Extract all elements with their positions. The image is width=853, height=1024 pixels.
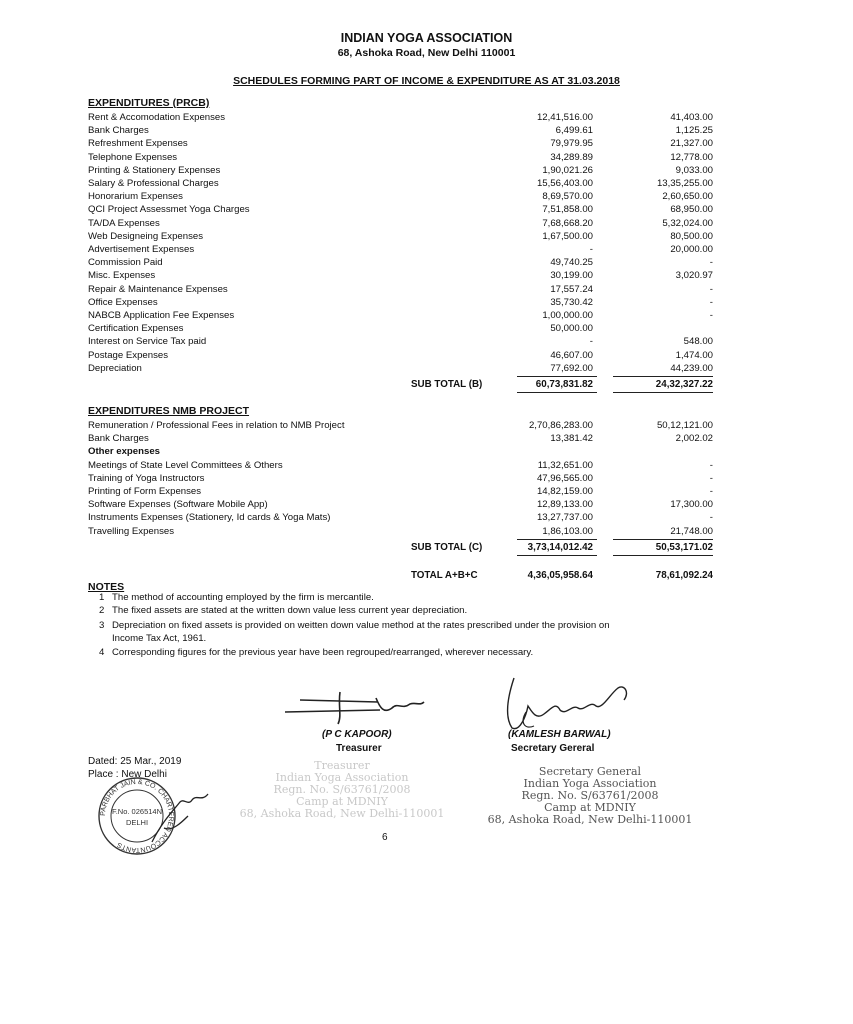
row-label: Commission Paid	[88, 257, 163, 269]
row-previous-year: -	[709, 512, 713, 524]
stamp-line: Treasurer	[314, 759, 370, 772]
nmb-subtotal-prev: 50,53,171.02	[655, 542, 713, 553]
row-label: TA/DA Expenses	[88, 217, 160, 229]
row-current-year: 46,607.00	[550, 349, 593, 361]
seal-ring-text: PARBHAT JAIN & CO. CHARTERED ACCOUNTANTS	[99, 778, 175, 854]
row-previous-year: 1,474.00	[675, 349, 713, 361]
row-label: Instruments Expenses (Stationery, Id cards & Yoga Mats)	[88, 512, 331, 524]
stamp-line: Regn. No. S/63761/2008	[273, 783, 411, 796]
row-current-year: 13,27,737.00	[536, 512, 593, 524]
row-current-year: 15,56,403.00	[536, 178, 593, 189]
row-current-year: 7,51,858.00	[542, 204, 593, 216]
treasurer-role: Treasurer	[336, 743, 382, 754]
note-text: The method of accounting employed by the firm is mercantile.	[112, 592, 374, 603]
row-label: Meetings of State Level Committees & Others	[88, 459, 283, 471]
table-row	[88, 350, 713, 363]
row-previous-year: 548.00	[683, 336, 713, 348]
row-label: Office Expenses	[88, 296, 158, 308]
row-previous-year: 41,403.00	[670, 112, 713, 123]
row-previous-year: 50,12,121.00	[656, 420, 713, 431]
prcb-underline-prev	[613, 392, 713, 393]
row-previous-year: -	[709, 486, 713, 497]
table-row	[88, 152, 713, 165]
row-previous-year: -	[709, 296, 713, 308]
table-row	[88, 204, 713, 217]
row-previous-year: -	[709, 459, 713, 471]
row-previous-year: -	[709, 472, 713, 484]
table-row	[88, 244, 713, 257]
row-current-year: 1,67,500.00	[542, 230, 593, 242]
row-label: Honorarium Expenses	[88, 191, 183, 203]
row-current-year: 14,82,159.00	[536, 486, 593, 497]
row-label: Software Expenses (Software Mobile App)	[88, 499, 268, 511]
note-number: 2	[99, 605, 105, 616]
total-label: TOTAL A+B+C	[411, 570, 478, 581]
table-row	[88, 433, 713, 446]
row-label: Telephone Expenses	[88, 151, 178, 163]
secretary-signature	[500, 672, 640, 736]
total-prev: 78,61,092.24	[655, 570, 713, 581]
note-number: 1	[99, 592, 105, 603]
row-label: Misc. Expenses	[88, 270, 156, 282]
row-previous-year: -	[709, 257, 713, 269]
row-previous-year: 20,000.00	[670, 244, 713, 255]
row-current-year: 49,740.25	[550, 257, 593, 269]
row-previous-year: 21,327.00	[670, 138, 713, 150]
row-previous-year: 9,033.00	[675, 164, 713, 176]
row-label: Refreshment Expenses	[88, 138, 188, 150]
stamp-line: Camp at MDNIY	[544, 801, 636, 814]
table-row	[88, 473, 713, 486]
schedule-title: SCHEDULES FORMING PART OF INCOME & EXPENDITURE AS AT 31.03.2018	[233, 75, 620, 87]
stamp-line: Indian Yoga Association	[523, 777, 657, 790]
row-previous-year: 17,300.00	[670, 499, 713, 511]
row-label: Advertisement Expenses	[88, 244, 195, 255]
table-row	[88, 125, 713, 138]
auditor-seal	[92, 772, 242, 862]
row-current-year: 30,199.00	[550, 270, 593, 282]
row-label: Postage Expenses	[88, 349, 169, 361]
row-label: Interest on Service Tax paid	[88, 336, 207, 348]
treasurer-stamp	[222, 760, 462, 820]
row-label: Bank Charges	[88, 125, 149, 137]
row-previous-year: 13,35,255.00	[656, 178, 713, 189]
row-label: NABCB Application Fee Expenses	[88, 310, 235, 321]
page-number: 6	[382, 832, 388, 843]
dated-line: Dated: 25 Mar., 2019	[88, 756, 182, 767]
note-text: Corresponding figures for the previous year have been regrouped/rearranged, wherever necessary.	[112, 647, 534, 658]
table-row	[88, 499, 713, 512]
row-current-year: 7,68,668.20	[542, 217, 593, 229]
table-row	[88, 297, 713, 310]
table-row	[88, 284, 713, 297]
total-cur: 4,36,05,958.64	[527, 570, 593, 581]
row-label: Depreciation	[88, 362, 142, 374]
secretary-stamp	[470, 766, 710, 826]
table-row	[88, 310, 713, 323]
nmb-subtotal-cur: 3,73,14,012.42	[527, 542, 593, 553]
row-label: QCI Project Assessmet Yoga Charges	[88, 204, 250, 216]
note-number: 4	[99, 647, 105, 658]
nmb-underline-cur	[517, 555, 597, 556]
row-previous-year: 44,239.00	[670, 362, 713, 374]
table-row	[88, 218, 713, 231]
row-label: Certification Expenses	[88, 323, 184, 335]
table-row	[88, 460, 713, 473]
table-row	[88, 336, 713, 349]
prcb-rule-cur	[517, 376, 597, 377]
row-previous-year: 80,500.00	[670, 230, 713, 242]
prcb-subtotal-label: SUB TOTAL (B)	[411, 379, 483, 390]
table-row	[88, 420, 713, 433]
row-label: Rent & Accomodation Expenses	[88, 112, 226, 123]
note-text: The fixed assets are stated at the written down value less current year depreciation.	[112, 605, 468, 616]
stamp-line: 68, Ashoka Road, New Delhi-110001	[239, 807, 445, 820]
row-label: Salary & Professional Charges	[88, 178, 219, 189]
row-current-year: -	[589, 244, 593, 255]
note-text: Depreciation on fixed assets is provided on weitten down value method at the rates prescribed under the provision on	[112, 620, 610, 631]
row-label: Other expenses	[88, 446, 160, 458]
stamp-line: Indian Yoga Association	[275, 771, 409, 784]
nmb-heading: EXPENDITURES NMB PROJECT	[88, 405, 250, 417]
row-previous-year: -	[709, 310, 713, 321]
table-row	[88, 446, 713, 459]
row-current-year: 50,000.00	[550, 323, 593, 335]
row-previous-year: 1,125.25	[675, 125, 713, 137]
row-current-year: 1,00,000.00	[542, 310, 593, 321]
table-row	[88, 270, 713, 283]
row-previous-year: 12,778.00	[670, 151, 713, 163]
row-previous-year: 2,60,650.00	[662, 191, 713, 203]
stamp-line: Secretary General	[538, 765, 642, 778]
note-text: Income Tax Act, 1961.	[112, 633, 207, 644]
table-row	[88, 257, 713, 270]
prcb-rule-prev	[613, 376, 713, 377]
row-current-year: 12,89,133.00	[536, 499, 593, 511]
nmb-subtotal-label: SUB TOTAL (C)	[411, 542, 483, 553]
stamp-line: 68, Ashoka Road, New Delhi-110001	[487, 813, 693, 826]
table-row	[88, 231, 713, 244]
org-address: 68, Ashoka Road, New Delhi 110001	[337, 47, 516, 59]
note-number: 3	[99, 620, 105, 631]
row-current-year: 1,90,021.26	[542, 164, 593, 176]
treasurer-signature	[280, 688, 430, 728]
table-row	[88, 112, 713, 125]
table-row	[88, 138, 713, 151]
table-row	[88, 512, 713, 525]
row-previous-year: 3,020.97	[675, 270, 713, 282]
row-current-year: 34,289.89	[550, 151, 593, 163]
row-label: Repair & Maintenance Expenses	[88, 283, 228, 295]
row-label: Remuneration / Professional Fees in relation to NMB Project	[88, 420, 345, 431]
row-label: Web Designeing Expenses	[88, 230, 204, 242]
prcb-heading: EXPENDITURES (PRCB)	[88, 97, 210, 109]
row-current-year: 12,41,516.00	[536, 112, 593, 123]
prcb-underline-cur	[517, 392, 597, 393]
row-current-year: 8,69,570.00	[542, 191, 593, 203]
prcb-subtotal-prev: 24,32,327.22	[655, 379, 713, 390]
table-row	[88, 191, 713, 204]
row-label: Bank Charges	[88, 433, 149, 445]
nmb-underline-prev	[613, 555, 713, 556]
row-current-year: 11,32,651.00	[537, 459, 593, 471]
row-previous-year: 2,002.02	[675, 433, 713, 445]
stamp-line: Camp at MDNIY	[296, 795, 388, 808]
row-label: Printing & Stationery Expenses	[88, 164, 221, 176]
seal-city: DELHI	[125, 818, 149, 827]
stamp-line: Regn. No. S/63761/2008	[521, 789, 659, 802]
row-current-year: 17,557.24	[550, 283, 593, 295]
row-current-year: -	[589, 336, 593, 348]
seal-fno: F.No. 026514N	[111, 807, 163, 816]
table-row	[88, 178, 713, 191]
row-current-year: 77,692.00	[550, 362, 593, 374]
place-line: Place : New Delhi	[88, 769, 167, 780]
table-row	[88, 165, 713, 178]
row-label: Travelling Expenses	[88, 525, 175, 537]
notes-heading: NOTES	[88, 581, 125, 593]
row-current-year: 79,979.95	[550, 138, 593, 150]
row-current-year: 6,499.61	[555, 125, 593, 137]
row-label: Printing of Form Expenses	[88, 486, 202, 497]
nmb-rule-prev	[613, 539, 713, 540]
secretary-role: Secretary Gereral	[511, 743, 595, 754]
row-current-year: 47,96,565.00	[536, 472, 593, 484]
row-current-year: 1,86,103.00	[542, 525, 593, 537]
org-title: INDIAN YOGA ASSOCIATION	[340, 31, 513, 45]
row-current-year: 2,70,86,283.00	[528, 420, 593, 431]
table-row	[88, 363, 713, 376]
row-previous-year: 21,748.00	[670, 525, 713, 537]
nmb-rule-cur	[517, 539, 597, 540]
prcb-subtotal-cur: 60,73,831.82	[535, 379, 593, 390]
treasurer-name: (P C KAPOOR)	[322, 729, 392, 740]
table-row	[88, 486, 713, 499]
row-previous-year: -	[709, 283, 713, 295]
row-label: Training of Yoga Instructors	[88, 472, 205, 484]
row-previous-year: 68,950.00	[670, 204, 713, 216]
row-current-year: 35,730.42	[550, 296, 593, 308]
table-row	[88, 323, 713, 336]
table-row	[88, 526, 713, 539]
row-current-year: 13,381.42	[550, 433, 593, 445]
secretary-name: (KAMLESH BARWAL)	[508, 729, 611, 740]
row-previous-year: 5,32,024.00	[662, 217, 713, 229]
